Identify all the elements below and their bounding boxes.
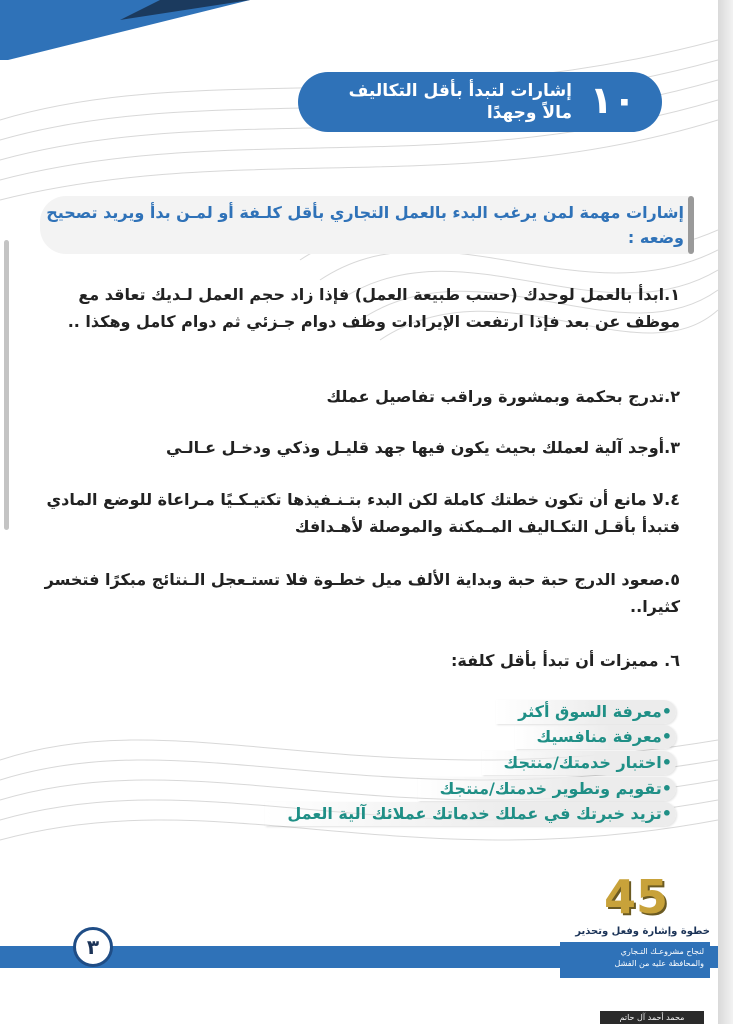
book-logo [560, 870, 710, 1020]
benefit-item: •تزيد خبرتك في عملك خدماتك عملائك آلية العمل [265, 802, 676, 826]
page-edge [718, 0, 733, 1024]
section-title: إشارات لتبدأ بأقل التكاليف مالاً وجهدًا [348, 81, 572, 123]
benefit-item: •اختبار خدمتك/منتجك [482, 751, 676, 775]
section-number: ١٠ [589, 78, 636, 122]
logo-subtitle-line-2: والمحافظة عليه من الفشل [614, 959, 704, 968]
logo-tagline: خطوة وإشارة وفعل وتحذير [575, 926, 710, 937]
logo-number: 45 [604, 870, 669, 924]
point-1: ١.ابدأ بالعمل لوحدك (حسب طبيعة العمل) فإذا زاد حجم العمل لـديك تعاقد مع موظف عن بعد فإذا ارتفعت الإيرادات وظف دوام جـزئي ثم دوام كامل وهكذا .. [67, 285, 680, 331]
author-name: محمد أحمد آل حاتم [600, 1011, 704, 1024]
point-3: ٣.أوجد آلية لعملك بحيث يكون فيها جهد قليـل وذكي ودخـل عـالـي [165, 438, 680, 457]
page-number: ٣ [73, 927, 113, 967]
intro-text: إشارات مهمة لمن يرغب البدء بالعمل التجاري بأقل كلـفة أو لمـن بدأ ويريد تصحيح وضعه : [46, 203, 684, 247]
section-header [298, 72, 662, 132]
point-2: ٢.تدرج بحكمة وبمشورة وراقب تفاصيل عملك [326, 387, 680, 406]
intro-accent-bar [688, 196, 694, 254]
benefit-item: •تقويم وتطوير خدمتك/منتجك [418, 777, 676, 801]
point-4: ٤.لا مانع أن تكون خطتك كاملة لكن البدء بتـنـفيذها تكتيـكـيًا مـراعاة للوضع المادي فتبدأ بأقـل التكـاليف المـمكنة والموصلة لأهـدافك [46, 490, 680, 536]
point-6: ٦. مميزات أن تبدأ بأقل كلفة: [450, 651, 680, 670]
logo-subtitle-line-1: لنجاح مشروعـك التـجاري [620, 947, 704, 956]
point-5: ٥.صعود الدرج حبة حبة وبداية الألف ميل خطـوة فلا تستـعجل الـنتائج مبكرًا فتخسر كثيرا.. [44, 570, 680, 616]
scrollbar[interactable] [4, 240, 9, 530]
benefit-item: •معرفة منافسيك [515, 725, 677, 749]
benefit-item: •معرفة السوق أكثر [496, 700, 676, 724]
